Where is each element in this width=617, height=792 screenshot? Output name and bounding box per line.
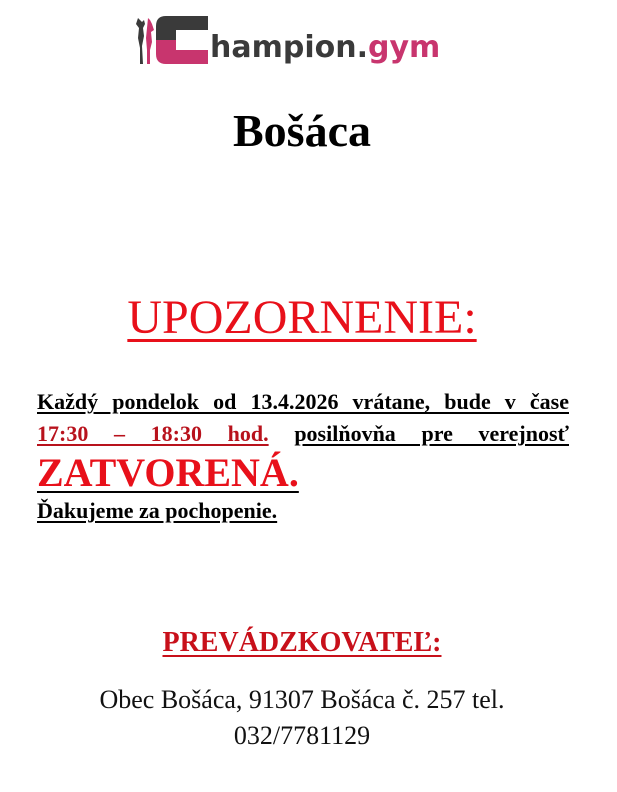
- closed-status: ZATVORENÁ.: [37, 450, 299, 495]
- operator-address: [0, 682, 604, 754]
- operator-heading-text: PREVÁDZKOVATEĽ:: [162, 627, 442, 658]
- notice-title: [0, 290, 604, 346]
- logo-wordmark-pink: gym: [367, 30, 441, 65]
- champion-gym-logo: [134, 14, 484, 70]
- notice-line-1: [37, 386, 569, 418]
- athlete-silhouettes-icon: [134, 16, 156, 66]
- logo-wordmark: [210, 28, 440, 68]
- logo-letter-c-icon: [156, 16, 208, 64]
- town-heading: Bošáca: [233, 105, 371, 156]
- thanks-text: Ďakujeme za pochopenie.: [37, 498, 278, 523]
- address-line-1: Obec Bošáca, 91307 Bošáca č. 257 tel.: [99, 685, 505, 714]
- notice-line-2-text: posilňovňa pre verejnosť: [294, 421, 569, 446]
- notice-title-text: UPOZORNENIE:: [127, 291, 477, 344]
- notice-line-2: [37, 418, 569, 450]
- logo-wordmark-dark: hampion.: [210, 30, 368, 65]
- address-line-2: 032/7781129: [233, 721, 371, 750]
- closed-status-line: [37, 450, 569, 496]
- closing-time: 17:30 – 18:30 hod.: [37, 421, 269, 446]
- notice-line-1-text: Každý pondelok od 13.4.2026 vrátane, bude v čase: [37, 389, 569, 414]
- notice-body: [37, 386, 569, 526]
- thanks-line: [37, 496, 569, 526]
- operator-heading: [0, 625, 604, 661]
